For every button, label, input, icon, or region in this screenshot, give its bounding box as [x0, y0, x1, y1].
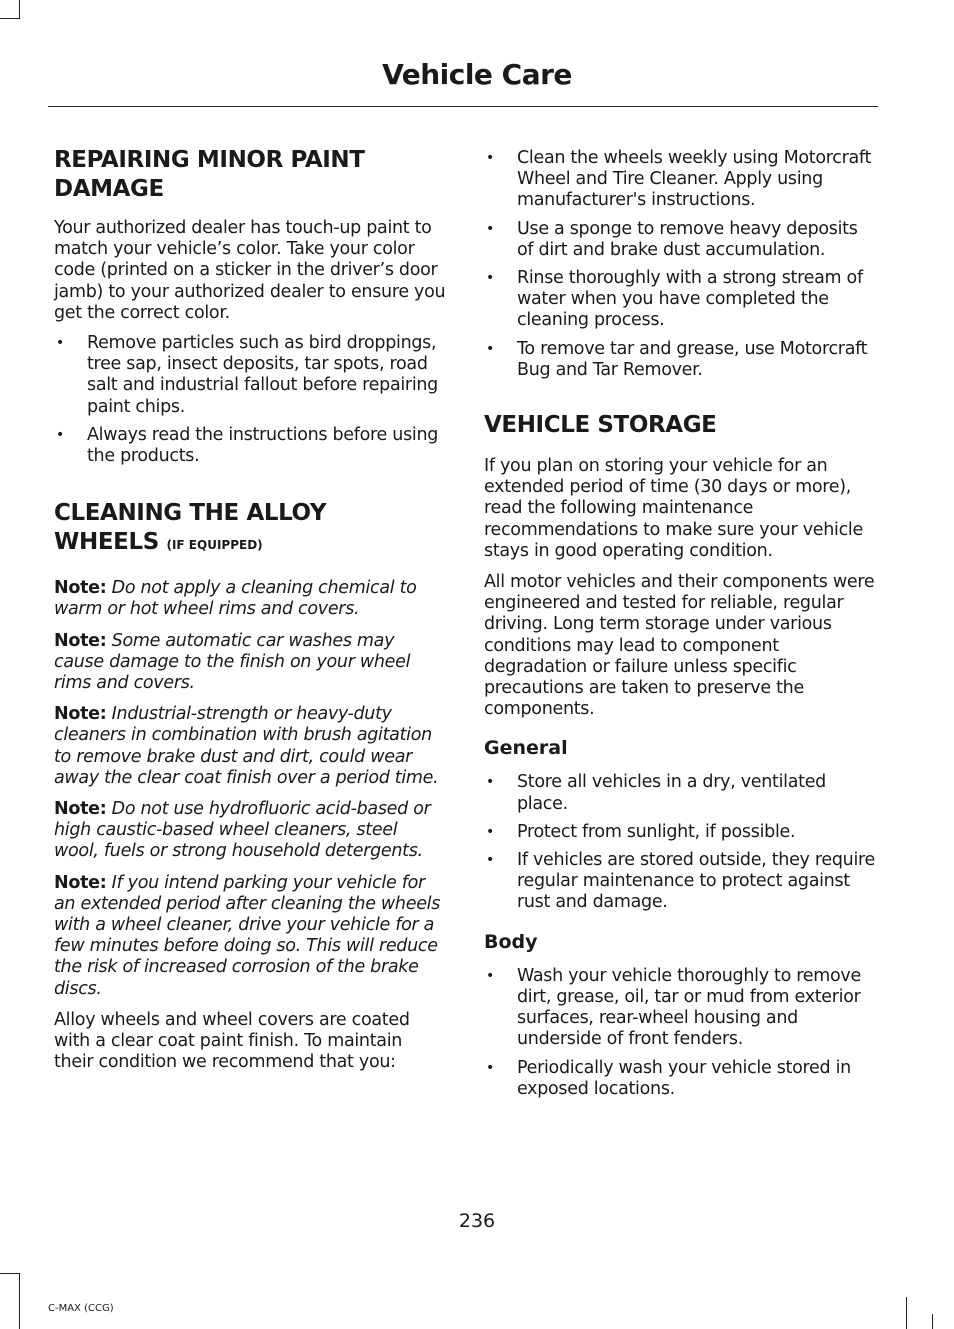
list-item: • Always read the instructions before using the products. — [56, 424, 439, 467]
note-paragraph: Note: Do not apply a cleaning chemical to warm or hot wheel rims and covers. — [54, 578, 417, 620]
wheels-outro: Alloy wheels and wheel covers are coated with a clear coat paint finish. To maintain their condition we recommend that you: — [54, 1009, 410, 1073]
bullet-icon: • — [486, 852, 494, 869]
crop-mark-bottom-right-v2 — [932, 1314, 933, 1329]
crop-mark-bottom-left-v — [19, 1273, 20, 1329]
storage-paragraph-2: All motor vehicles and their components were engineered and tested for reliable, regular driving. Long term storage under various conditions may lead to component degradation or failure unless specific precautions are taken to preserve the components. — [484, 572, 875, 720]
crop-mark-bottom-right-v1 — [906, 1297, 907, 1329]
left-column — [54, 146, 446, 1074]
right-column — [484, 148, 876, 1100]
list-item: • Remove particles such as bird droppings, tree sap, insect deposits, tar spots, road salt and industrial fallout before repairing paint chips. — [56, 333, 438, 417]
bullet-icon: • — [486, 1059, 494, 1076]
wheels-heading-line2: WHEELS — [54, 529, 159, 556]
wheels-heading-suffix: (IF EQUIPPED) — [166, 538, 263, 553]
list-item: • Periodically wash your vehicle stored in exposed locations. — [486, 1057, 851, 1099]
bullet-icon: • — [56, 426, 64, 443]
list-item: • Rinse thoroughly with a strong stream of water when you have completed the cleaning process. — [486, 268, 863, 331]
bullet-icon: • — [486, 340, 494, 357]
list-item: • Store all vehicles in a dry, ventilated place. — [486, 772, 826, 814]
paint-heading-line2: DAMAGE — [54, 176, 164, 202]
body-bullet-list — [484, 966, 876, 1100]
footer-model-code: C-MAX (CCG) — [48, 1303, 114, 1314]
bullet-icon: • — [486, 150, 494, 166]
wheel-care-bullet-list — [484, 148, 876, 381]
paint-heading-line1: REPAIRING MINOR PAINT — [54, 147, 365, 173]
bullet-icon: • — [486, 774, 494, 791]
bullet-icon: • — [486, 220, 494, 237]
general-bullet-list — [484, 772, 876, 913]
bullet-icon: • — [56, 335, 64, 352]
crop-mark-top-left-h — [0, 18, 20, 19]
list-item: • Protect from sunlight, if possible. — [486, 821, 796, 842]
header-divider — [48, 106, 878, 107]
bullet-icon: • — [486, 270, 494, 287]
paint-heading — [54, 146, 446, 204]
storage-paragraph-1: If you plan on storing your vehicle for an extended period of time (30 days or more), read the following maintenance recommendations to make sure your vehicle stays in good operating condition. — [484, 456, 863, 561]
list-item: • To remove tar and grease, use Motorcraft Bug and Tar Remover. — [486, 338, 868, 380]
note-paragraph: Note: Some automatic car washes may cause damage to the finish on your wheel rims and covers. — [54, 630, 411, 694]
paint-bullet-list — [54, 333, 446, 467]
crop-mark-bottom-left-h — [0, 1273, 20, 1274]
page-title: Vehicle Care — [382, 58, 572, 91]
note-paragraph: Note: If you intend parking your vehicle for an extended period after cleaning the wheels with a wheel cleaner, drive your vehicle for a few minutes before doing so. This will reduce the risk of increased corrosion of the brake discs. — [54, 872, 441, 999]
page-number: 236 — [458, 1210, 496, 1232]
body-heading: Body — [484, 930, 538, 953]
wheels-heading — [54, 499, 446, 560]
list-item: • If vehicles are stored outside, they require regular maintenance to protect against rust and damage. — [486, 850, 875, 913]
wheels-heading-line1: CLEANING THE ALLOY — [54, 500, 327, 527]
note-paragraph: Note: Do not use hydrofluoric acid-based or high caustic-based wheel cleaners, steel wool, fuels or strong household detergents. — [54, 799, 431, 862]
storage-heading: VEHICLE STORAGE — [484, 412, 717, 439]
list-item: • Wash your vehicle thoroughly to remove dirt, grease, oil, tar or mud from exterior surfaces, rear-wheel housing and underside of front fenders. — [486, 965, 861, 1050]
crop-mark-top-left-v — [19, 0, 20, 18]
bullet-icon: • — [486, 967, 494, 984]
list-item: • Clean the wheels weekly using Motorcraft Wheel and Tire Cleaner. Apply using manufacturer's instructions. — [486, 148, 872, 211]
bullet-icon: • — [486, 823, 494, 840]
note-paragraph: Note: Industrial-strength or heavy-duty cleaners in combination with brush agitation to remove brake dust and dirt, could wear away the clear coat finish over a period time. — [54, 704, 439, 788]
paint-intro: Your authorized dealer has touch-up paint to match your vehicle’s color. Take your color code (printed on a sticker in the driver’s door jamb) to your authorized dealer to ensure you get the correct color. — [54, 218, 446, 323]
general-heading: General — [484, 737, 568, 760]
list-item: • Use a sponge to remove heavy deposits of dirt and brake dust accumulation. — [486, 218, 858, 260]
